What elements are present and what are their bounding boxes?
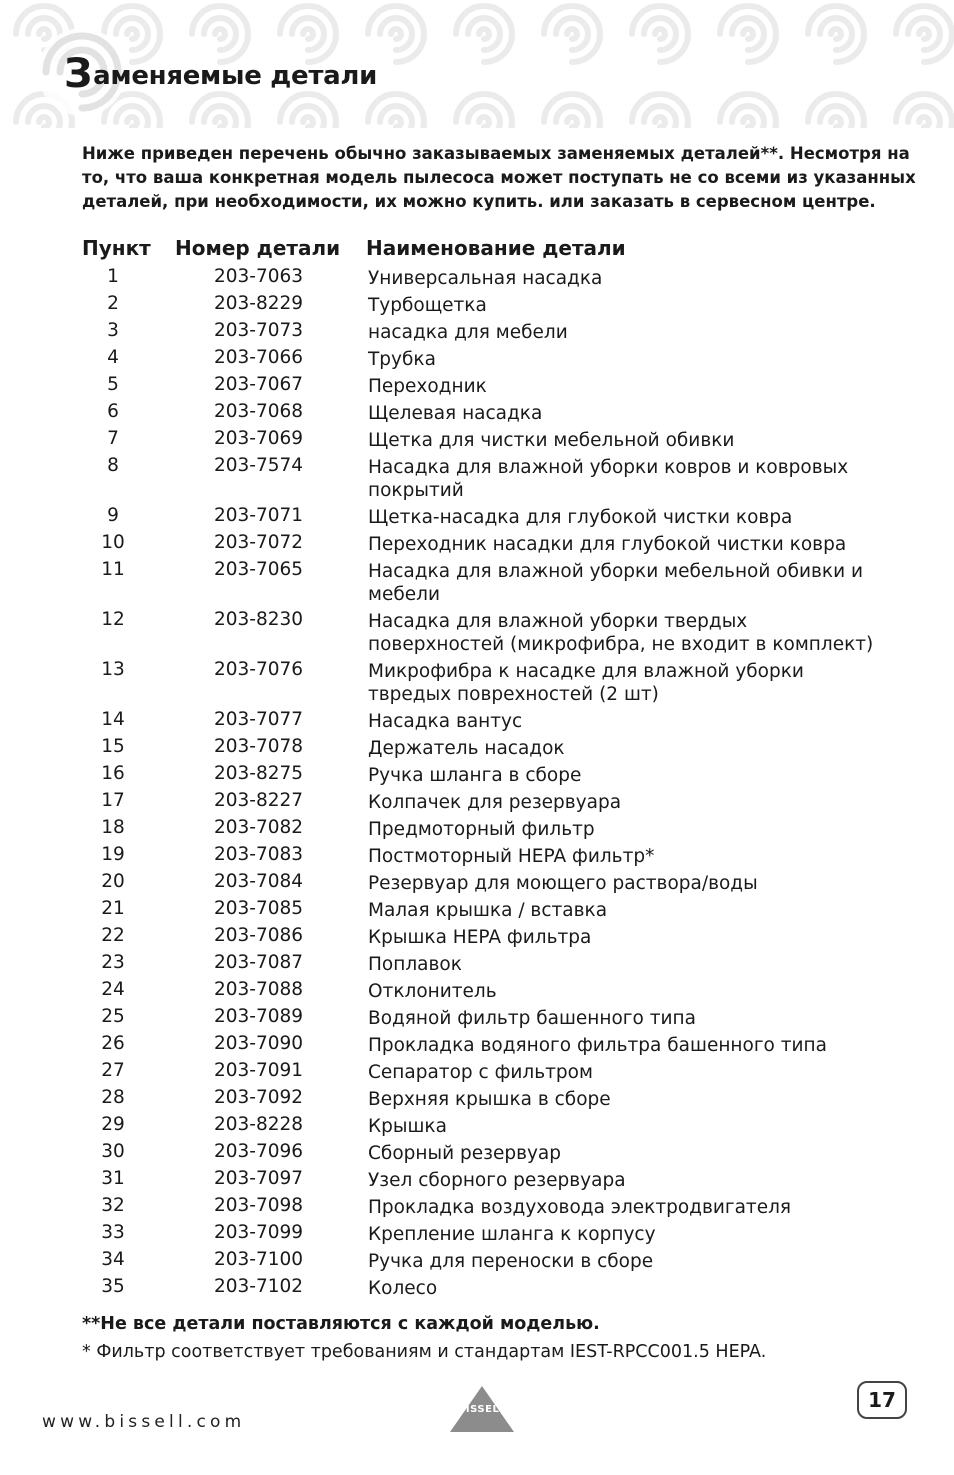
table-row (82, 1275, 922, 1302)
table-row (82, 762, 922, 789)
item-number: 11 (101, 559, 125, 580)
part-number: 203-7091 (214, 1060, 304, 1081)
part-name: Ручка для переноски в сборе (368, 1251, 654, 1272)
item-number: 15 (101, 736, 125, 757)
part-number: 203-7068 (214, 401, 304, 422)
part-name: Щелевая насадка (368, 403, 543, 424)
part-name: Постмоторный HEPA фильтр* (368, 846, 655, 867)
item-number: 32 (101, 1195, 125, 1216)
website-url: www.bissell.com (42, 1412, 246, 1432)
table-row (82, 897, 922, 924)
footnote-filter: * Фильтр соответствует требованиям и стандартам IEST-RPCC001.5 HEPA. (82, 1342, 767, 1362)
header-part-name: Наименование детали (366, 236, 626, 260)
table-row (82, 319, 922, 346)
item-number: 35 (101, 1276, 125, 1297)
table-row (82, 1140, 922, 1167)
item-number: 19 (101, 844, 125, 865)
part-number: 203-7069 (214, 428, 304, 449)
parts-table (82, 265, 922, 1302)
header-item-number: Пункт (82, 236, 151, 260)
part-number: 203-7073 (214, 320, 304, 341)
table-row (82, 454, 922, 504)
part-number: 203-7082 (214, 817, 304, 838)
item-number: 2 (107, 293, 119, 314)
item-number: 18 (101, 817, 125, 838)
part-number: 203-8228 (214, 1114, 304, 1135)
part-number: 203-8230 (214, 609, 304, 630)
part-name: Отклонитель (368, 981, 497, 1002)
title-initial: З (64, 51, 93, 97)
item-number: 10 (101, 532, 125, 553)
part-number: 203-7096 (214, 1141, 304, 1162)
part-name: Сборный резервуар (368, 1143, 562, 1164)
item-number: 8 (107, 455, 119, 476)
table-row (82, 292, 922, 319)
item-number: 24 (101, 979, 125, 1000)
header-part-number: Номер детали (175, 236, 341, 260)
table-row (82, 531, 922, 558)
table-row (82, 843, 922, 870)
table-row (82, 789, 922, 816)
part-number: 203-7065 (214, 559, 304, 580)
table-row (82, 658, 922, 708)
part-number: 203-8229 (214, 293, 304, 314)
table-row (82, 608, 922, 658)
part-name: Узел сборного резервуара (368, 1170, 626, 1191)
part-number: 203-7076 (214, 659, 304, 680)
part-number: 203-7088 (214, 979, 304, 1000)
item-number: 22 (101, 925, 125, 946)
item-number: 3 (107, 320, 119, 341)
part-number: 203-7083 (214, 844, 304, 865)
item-number: 26 (101, 1033, 125, 1054)
part-number: 203-7097 (214, 1168, 304, 1189)
part-number: 203-7090 (214, 1033, 304, 1054)
table-row (82, 870, 922, 897)
table-row (82, 504, 922, 531)
part-number: 203-7087 (214, 952, 304, 973)
part-name: Прокладка воздуховода электродвигателя (368, 1197, 792, 1218)
item-number: 31 (101, 1168, 125, 1189)
part-name: Поплавок (368, 954, 462, 975)
part-number: 203-8227 (214, 790, 304, 811)
item-number: 9 (107, 505, 119, 526)
table-header (82, 236, 922, 264)
part-name: Верхняя крышка в сборе (368, 1089, 611, 1110)
table-row (82, 373, 922, 400)
part-number: 203-7092 (214, 1087, 304, 1108)
part-name: Крышка HEPA фильтра (368, 927, 592, 948)
item-number: 33 (101, 1222, 125, 1243)
table-row (82, 978, 922, 1005)
part-name: Колпачек для резервуара (368, 792, 622, 813)
part-name: насадка для мебели (368, 322, 568, 343)
part-number: 203-7071 (214, 505, 304, 526)
table-row (82, 427, 922, 454)
table-row (82, 346, 922, 373)
table-row (82, 816, 922, 843)
table-row (82, 1167, 922, 1194)
item-number: 17 (101, 790, 125, 811)
item-number: 5 (107, 374, 119, 395)
part-number: 203-7078 (214, 736, 304, 757)
part-number: 203-7084 (214, 871, 304, 892)
part-name: Крышка (368, 1116, 447, 1137)
table-row (82, 1248, 922, 1275)
part-number: 203-7067 (214, 374, 304, 395)
item-number: 13 (101, 659, 125, 680)
part-name: Малая крышка / вставка (368, 900, 608, 921)
part-name: Сепаратор с фильтром (368, 1062, 593, 1083)
part-number: 203-7072 (214, 532, 304, 553)
item-number: 12 (101, 609, 125, 630)
item-number: 34 (101, 1249, 125, 1270)
part-name: Крепление шланга к корпусу (368, 1224, 656, 1245)
table-row (82, 1059, 922, 1086)
item-number: 6 (107, 401, 119, 422)
page-title (64, 51, 378, 97)
item-number: 21 (101, 898, 125, 919)
part-name: Предмоторный фильтр (368, 819, 595, 840)
part-name: Насадка для влажной уборки мебельной обивки и мебели (368, 561, 864, 605)
part-name: Щетка для чистки мебельной обивки (368, 430, 735, 451)
part-name: Прокладка водяного фильтра башенного типа (368, 1035, 827, 1056)
item-number: 30 (101, 1141, 125, 1162)
part-number: 203-7102 (214, 1276, 304, 1297)
part-number: 203-7098 (214, 1195, 304, 1216)
item-number: 14 (101, 709, 125, 730)
table-row (82, 735, 922, 762)
item-number: 27 (101, 1060, 125, 1081)
part-number: 203-7100 (214, 1249, 304, 1270)
part-name: Насадка вантус (368, 711, 523, 732)
page-number: 17 (857, 1381, 907, 1419)
title-rest: аменяемые детали (93, 61, 378, 91)
part-name: Держатель насадок (368, 738, 565, 759)
part-number: 203-7077 (214, 709, 304, 730)
table-row (82, 1032, 922, 1059)
item-number: 25 (101, 1006, 125, 1027)
table-row (82, 951, 922, 978)
part-name: Колесо (368, 1278, 438, 1299)
part-name: Насадка для влажной уборки твердых поверхностей (микрофибра, не входит в комплект) (368, 611, 874, 655)
part-number: 203-7099 (214, 1222, 304, 1243)
part-name: Ручка шланга в сборе (368, 765, 582, 786)
item-number: 1 (107, 266, 119, 287)
table-row (82, 924, 922, 951)
part-name: Насадка для влажной уборки ковров и ковровых покрытий (368, 457, 849, 501)
table-row (82, 400, 922, 427)
item-number: 23 (101, 952, 125, 973)
part-number: 203-7089 (214, 1006, 304, 1027)
part-number: 203-7063 (214, 266, 304, 287)
item-number: 4 (107, 347, 119, 368)
table-row (82, 1086, 922, 1113)
logo-text: BISSELL (457, 1404, 507, 1415)
item-number: 7 (107, 428, 119, 449)
table-row (82, 265, 922, 292)
part-name: Микрофибра к насадке для влажной уборки твредых поврехностей (2 шт) (368, 661, 804, 705)
item-number: 20 (101, 871, 125, 892)
part-name: Щетка-насадка для глубокой чистки ковра (368, 507, 793, 528)
item-number: 16 (101, 763, 125, 784)
part-number: 203-8275 (214, 763, 304, 784)
item-number: 29 (101, 1114, 125, 1135)
table-row (82, 558, 922, 608)
part-number: 203-7086 (214, 925, 304, 946)
item-number: 28 (101, 1087, 125, 1108)
part-number: 203-7574 (214, 455, 304, 476)
part-name: Универсальная насадка (368, 268, 603, 289)
table-row (82, 1221, 922, 1248)
part-name: Водяной фильтр башенного типа (368, 1008, 696, 1029)
part-name: Трубка (368, 349, 436, 370)
intro-paragraph: Ниже приведен перечень обычно заказываемых заменяемых деталей**. Несмотря на то, что ваша конкретная модель пылесоса может поступать не со всеми из указанных деталей, при необходимости, их можно купить. или заказать в сервесном центре. (82, 144, 916, 211)
footnote-not-all-parts: **Не все детали поставляются с каждой моделью. (82, 1314, 600, 1334)
part-name: Переходник (368, 376, 487, 397)
table-row (82, 1005, 922, 1032)
table-row (82, 708, 922, 735)
part-name: Резервуар для моющего раствора/воды (368, 873, 758, 894)
part-name: Турбощетка (368, 295, 487, 316)
table-row (82, 1113, 922, 1140)
part-name: Переходник насадки для глубокой чистки ковра (368, 534, 847, 555)
part-number: 203-7066 (214, 347, 304, 368)
table-row (82, 1194, 922, 1221)
part-number: 203-7085 (214, 898, 304, 919)
